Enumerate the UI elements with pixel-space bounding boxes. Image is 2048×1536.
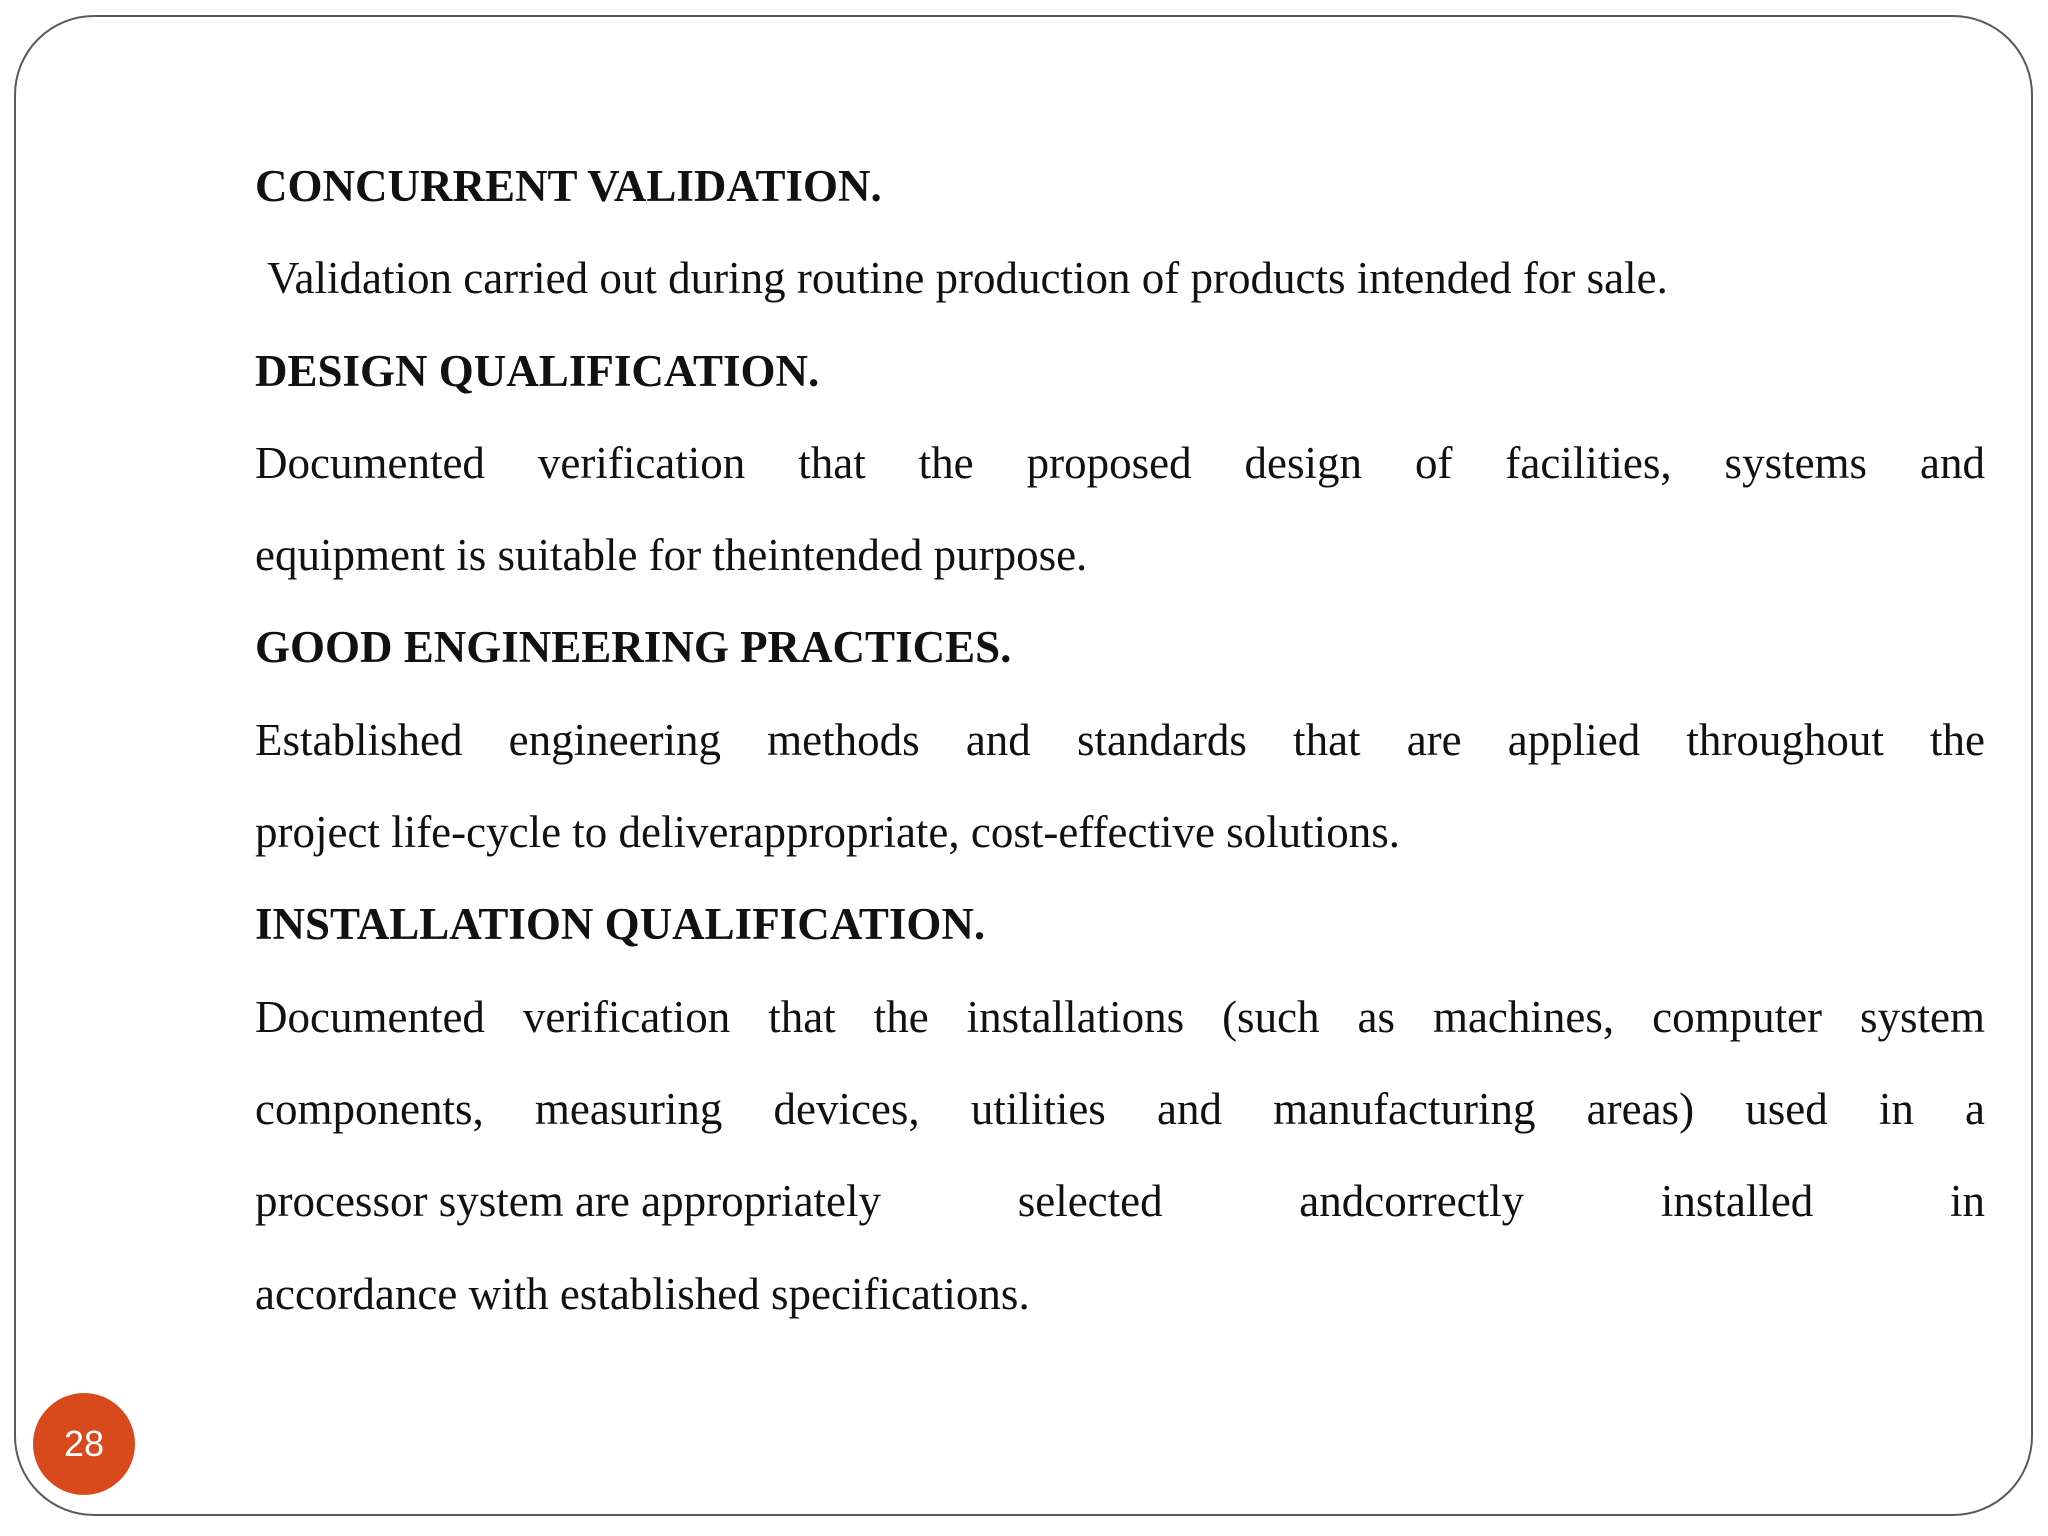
section-text-spread — [255, 1155, 1985, 1247]
section-text: equipment is suitable for theintended purpose. — [255, 530, 1088, 581]
section-heading: INSTALLATION QUALIFICATION. — [255, 899, 986, 950]
section-heading: DESIGN QUALIFICATION. — [255, 345, 820, 396]
slide-content — [255, 140, 1985, 1340]
text-segment: selected — [1017, 1176, 1163, 1227]
section-text: Validation carried out during routine production of products intended for sale. — [267, 253, 1668, 304]
section-heading: GOOD ENGINEERING PRACTICES. — [255, 622, 1012, 673]
text-segment: processor system are appropriately — [255, 1176, 882, 1227]
section-text: Established engineering methods and standards that are applied throughout the — [255, 714, 1985, 765]
text-segment: installed — [1660, 1176, 1814, 1227]
page-number-badge: 28 — [33, 1393, 135, 1495]
section-text: components, measuring devices, utilities and manufacturing areas) used in a — [255, 1083, 1985, 1134]
section-text: Documented verification that the proposed design of facilities, systems and — [255, 437, 1985, 488]
section-text: accordance with established specifications. — [255, 1268, 1030, 1319]
text-segment: andcorrectly — [1299, 1176, 1525, 1227]
section-text: Documented verification that the installations (such as machines, computer system — [255, 991, 1985, 1042]
text-segment: in — [1949, 1176, 1985, 1227]
section-heading: CONCURRENT VALIDATION. — [255, 161, 882, 211]
section-text: project life-cycle to deliverappropriate, cost-effective solutions. — [255, 807, 1400, 858]
